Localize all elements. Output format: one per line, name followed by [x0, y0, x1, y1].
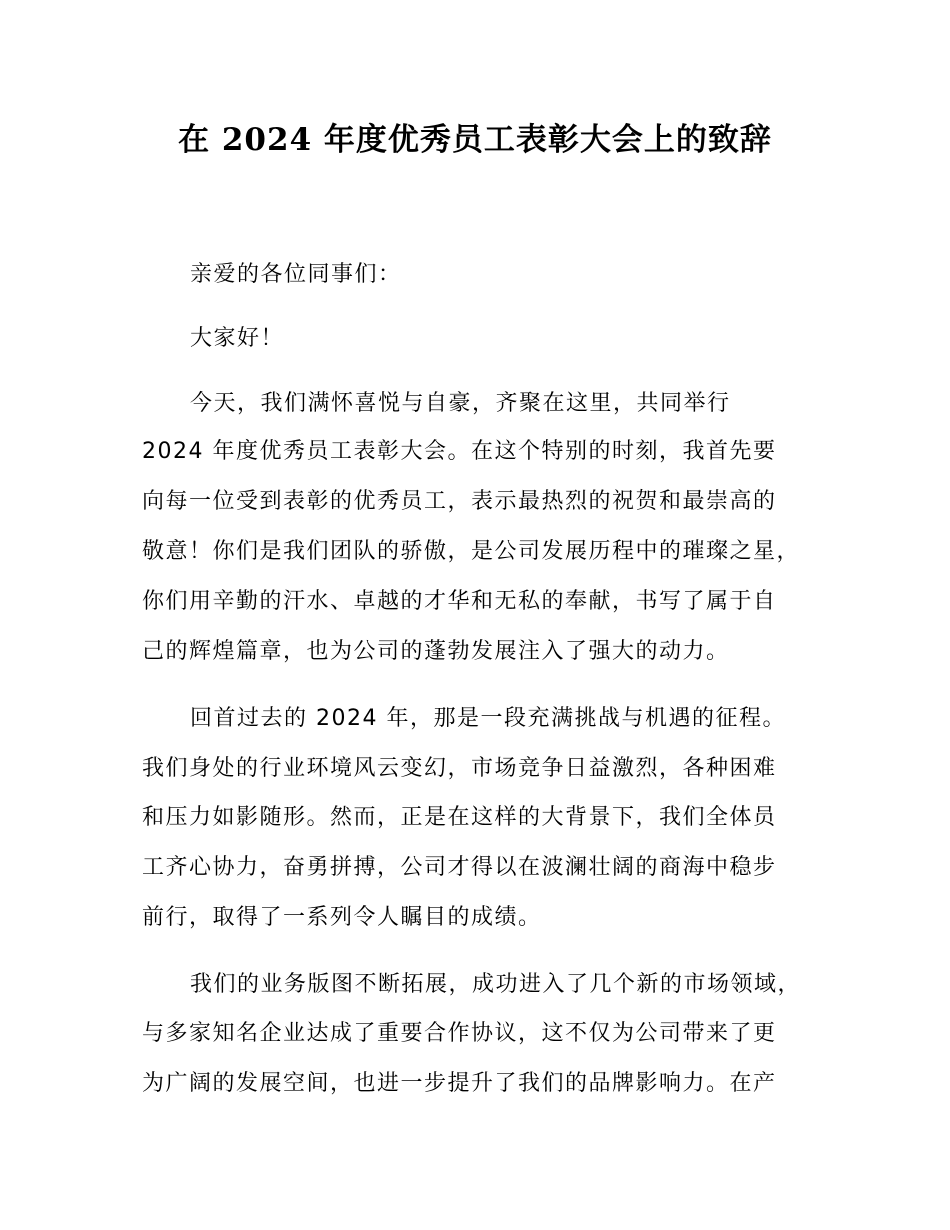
- paragraph-1-line-3: 向每一位受到表彰的优秀员工，表示最热烈的祝贺和最崇高的: [142, 489, 777, 514]
- paragraph-2-line-2: 我们身处的行业环境风云变幻，市场竞争日益激烈，各种困难: [142, 756, 777, 781]
- paragraph-2-line-5: 前行，取得了一系列令人瞩目的成绩。: [142, 905, 542, 930]
- document-title: 在 2024 年度优秀员工表彰大会上的致辞: [178, 122, 772, 158]
- paragraph-1-line-5: 你们用辛勤的汗水、卓越的才华和无私的奉献，书写了属于自: [142, 589, 777, 614]
- paragraph-2-line-4: 工齐心协力，奋勇拼搏，公司才得以在波澜壮阔的商海中稳步: [142, 855, 777, 880]
- greeting-line: 大家好！: [190, 326, 285, 351]
- paragraph-1-line-6: 己的辉煌篇章，也为公司的蓬勃发展注入了强大的动力。: [142, 639, 730, 664]
- paragraph-1-line-2: 2024 年度优秀员工表彰大会。在这个特别的时刻，我首先要: [142, 439, 777, 464]
- paragraph-3-line-1: 我们的业务版图不断拓展，成功进入了几个新的市场领域，: [190, 972, 802, 997]
- paragraph-3-line-3: 为广阔的发展空间，也进一步提升了我们的品牌影响力。在产: [142, 1071, 777, 1096]
- paragraph-3-line-2: 与多家知名企业达成了重要合作协议，这不仅为公司带来了更: [142, 1021, 777, 1046]
- paragraph-1-line-4: 敬意！你们是我们团队的骄傲，是公司发展历程中的璀璨之星，: [142, 539, 801, 564]
- paragraph-1-line-1: 今天，我们满怀喜悦与自豪，齐聚在这里，共同举行: [190, 391, 731, 416]
- paragraph-2-line-1: 回首过去的 2024 年，那是一段充满挑战与机遇的征程。: [190, 706, 786, 731]
- salutation-line: 亲爱的各位同事们：: [190, 262, 402, 287]
- paragraph-2-line-3: 和压力如影随形。然而，正是在这样的大背景下，我们全体员: [142, 805, 777, 830]
